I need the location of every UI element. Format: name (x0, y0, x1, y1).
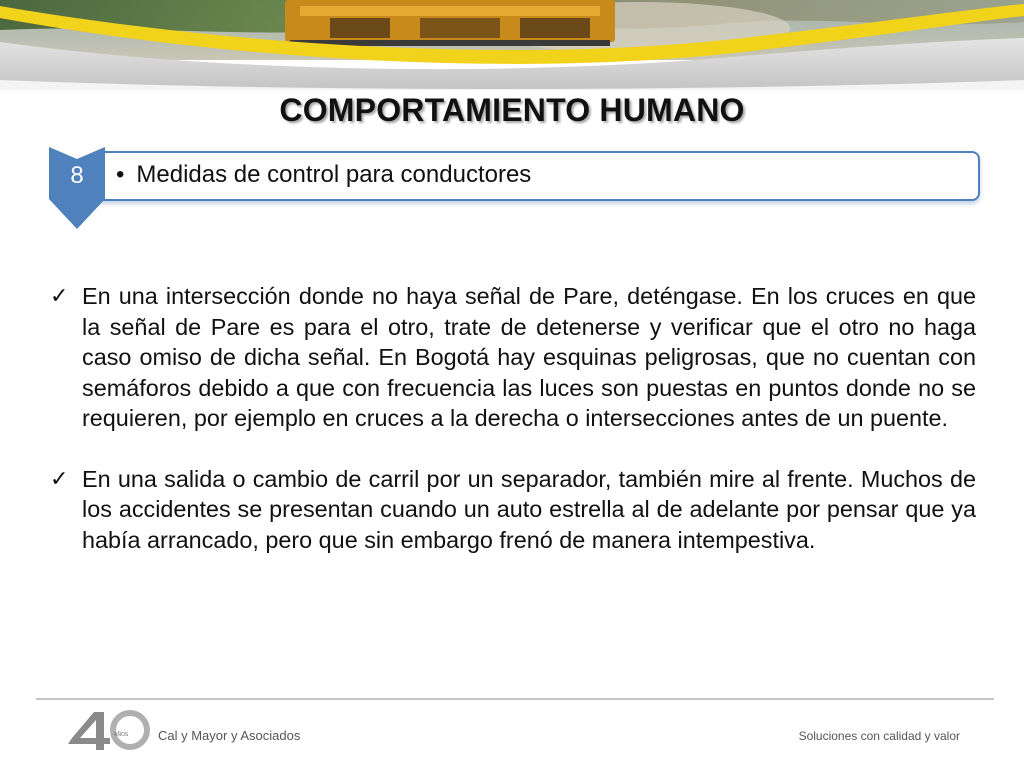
check-icon: ✓ (50, 283, 69, 308)
check-icon: ✓ (50, 465, 69, 491)
footer-divider (36, 698, 994, 700)
bullet-list (48, 281, 976, 585)
company-name: Cal y Mayor y Asociados (158, 728, 301, 743)
machinery-image (285, 0, 615, 46)
svg-text:AÑOS: AÑOS (114, 732, 129, 738)
bullet-text: En una salida o cambio de carril por un separador, también mire al frente. Muchos de los accidentes se presentan cuando un auto estrella al de adelante por pensar que ya había arrancado, pero que sin embargo frenó de manera intempestiva. (82, 465, 976, 553)
bullet-dot: • (116, 161, 125, 188)
header-banner (0, 0, 1024, 90)
slide-title: COMPORTAMIENTO HUMANO (279, 92, 745, 128)
section-heading (116, 161, 531, 189)
anniversary-logo (68, 708, 152, 750)
bullet-text: En una intersección donde no haya señal de Pare, deténgase. En los cruces en que la señal de Pare es para el otro, trate de detenerse y verificar que el otro no haga caso omiso de dicha señal. En Bogotá hay esquinas peligrosas, que no cuentan con semáforos debido a que con frecuencia las luces son puestas en puntos donde no se requieren, por ejemplo en cruces a la derecha o intersecciones antes de un puente. (82, 283, 976, 431)
company-tagline: Soluciones con calidad y valor (798, 729, 960, 743)
list-item (48, 464, 976, 556)
section-heading-label: Medidas de control para conductores (136, 161, 532, 188)
section-number: 8 (70, 162, 84, 189)
list-item (48, 281, 976, 434)
